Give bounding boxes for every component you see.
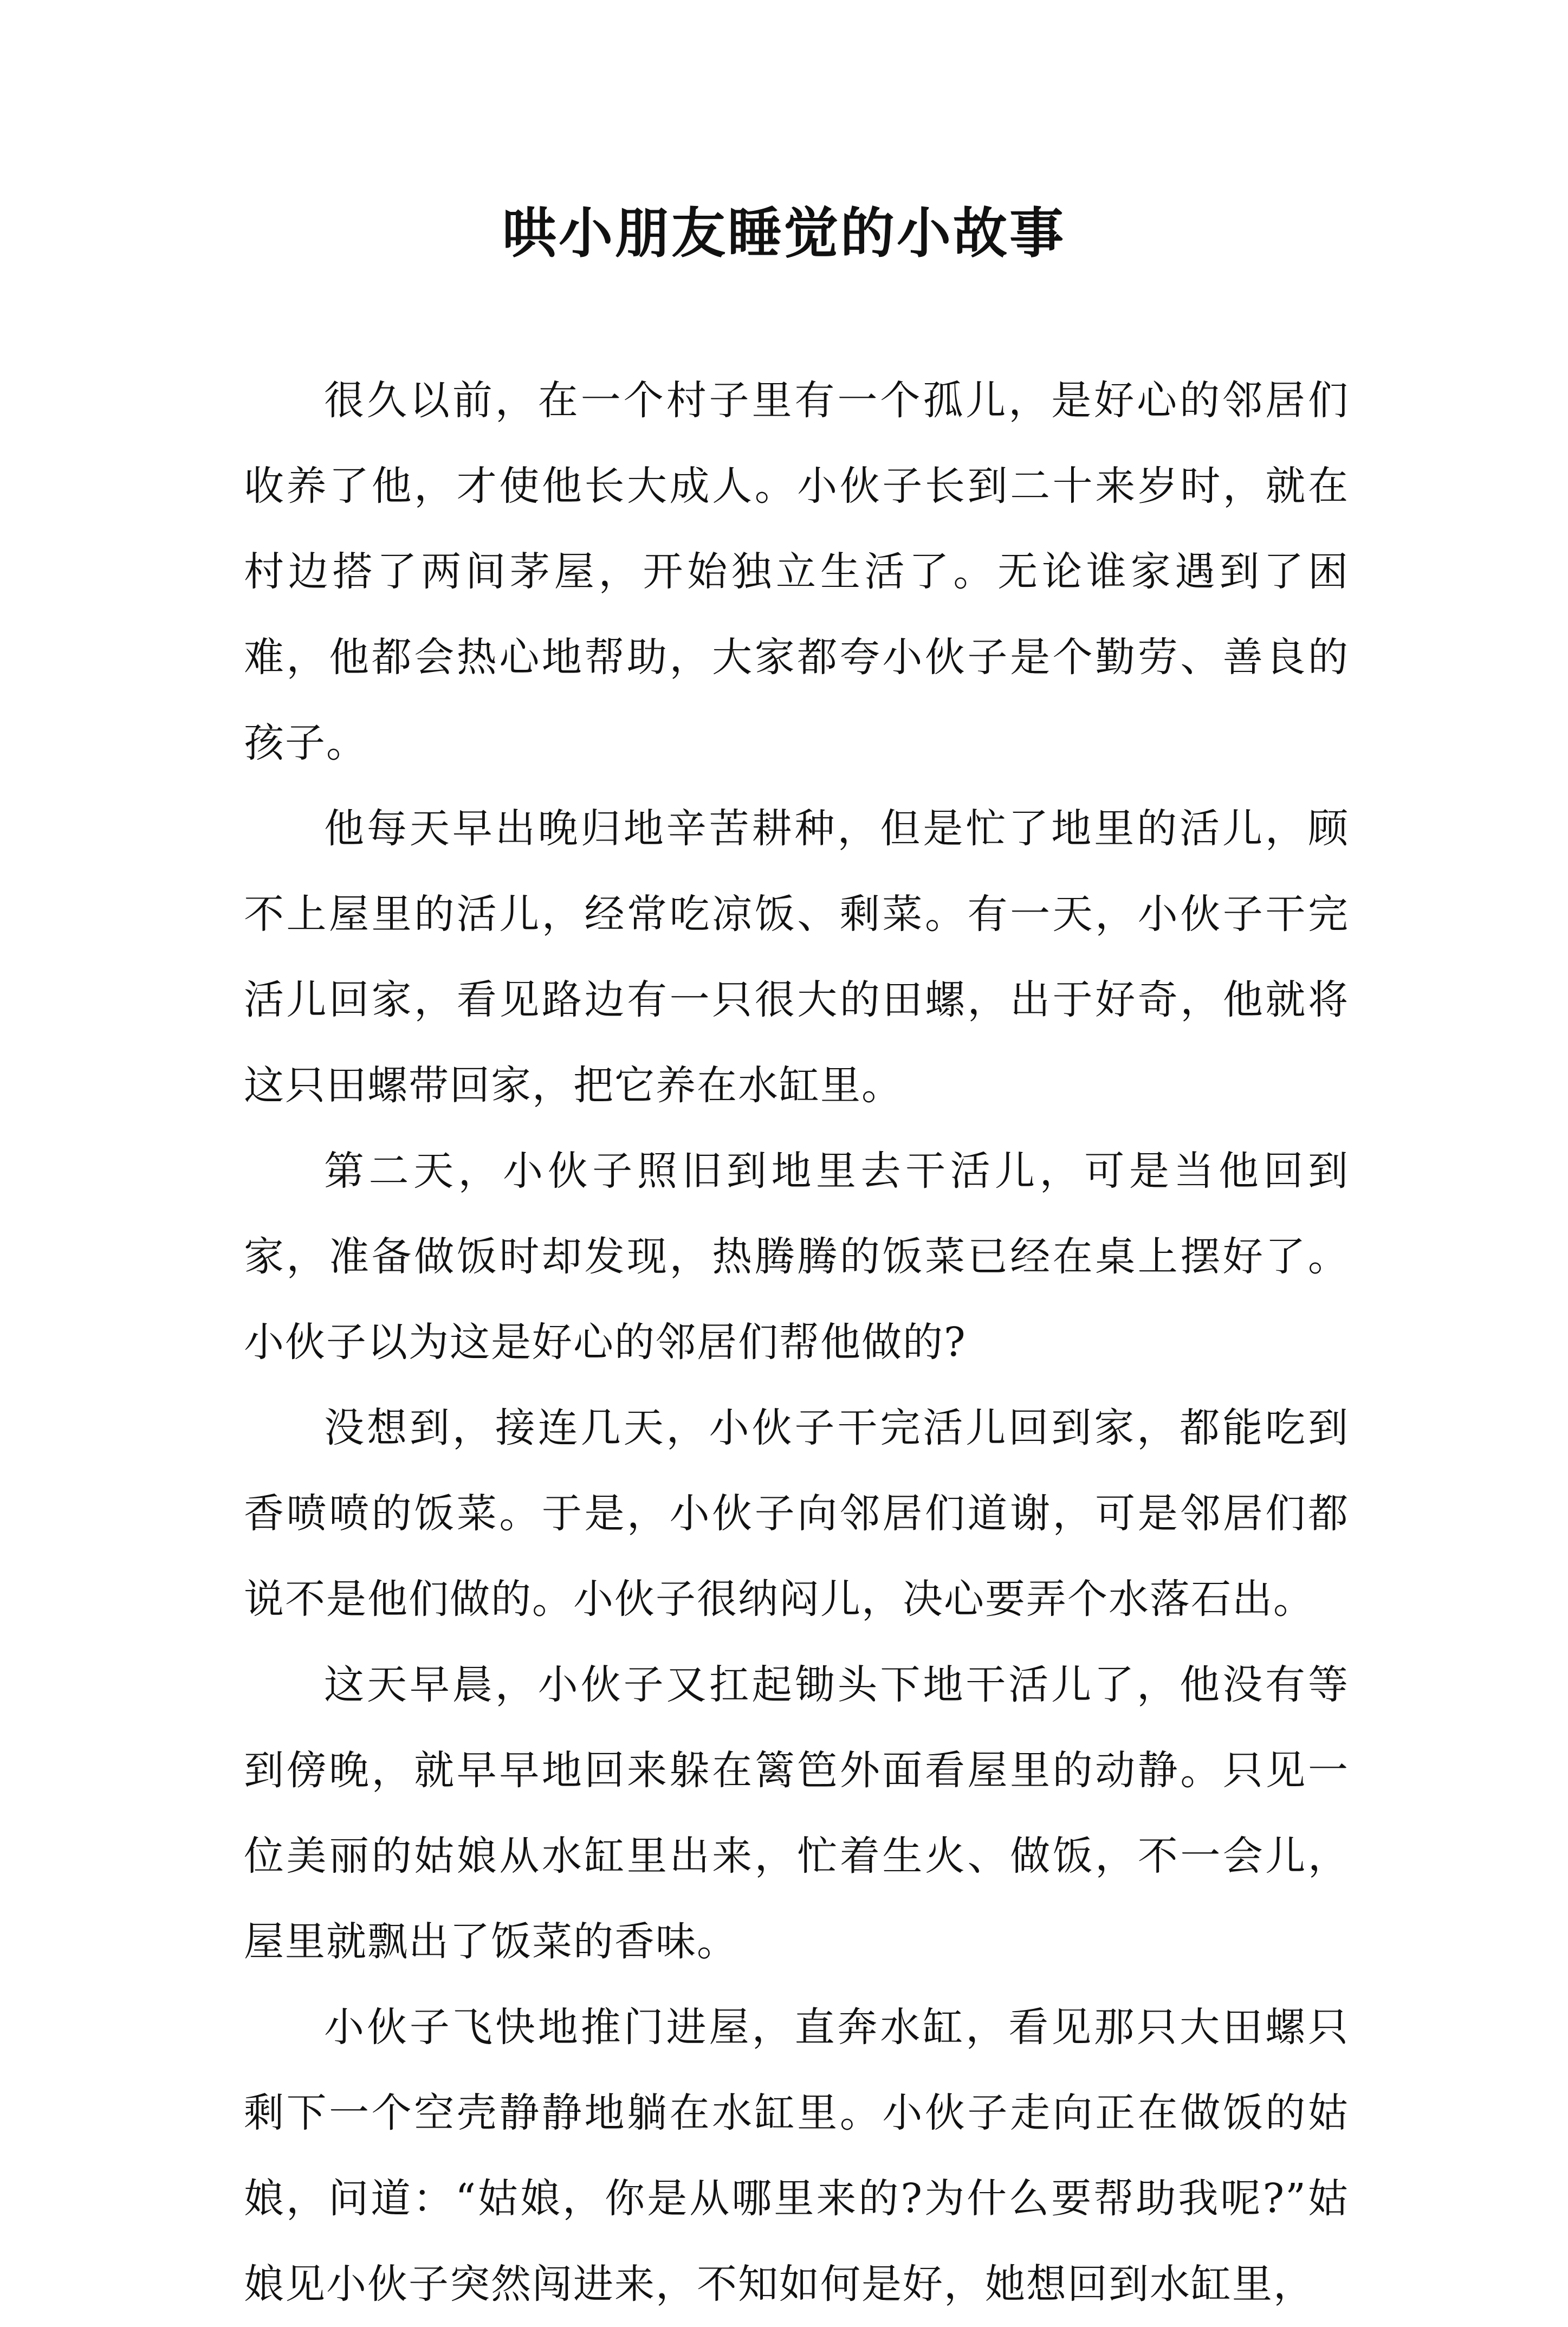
story-body	[244, 358, 1349, 2327]
paragraph: 没想到，接连几天，小伙子干完活儿回到家，都能吃到香喷喷的饭菜。于是，小伙子向邻居们道谢，可是邻居们都说不是他们做的。小伙子很纳闷儿，决心要弄个水落石出。	[244, 1405, 1349, 1623]
paragraph: 小伙子飞快地推门进屋，直奔水缸，看见那只大田螺只剩下一个空壳静静地躺在水缸里。小伙子走向正在做饭的姑娘，问道：“姑娘，你是从哪里来的?为什么要帮助我呢?”姑娘见小伙子突然闯进来，不知如何是好，她想回到水缸里，	[244, 2004, 1349, 2307]
paragraph: 这天早晨，小伙子又扛起锄头下地干活儿了，他没有等到傍晚，就早早地回来躲在篱笆外面看屋里的动静。只见一位美丽的姑娘从水缸里出来，忙着生火、做饭，不一会儿，屋里就飘出了饭菜的香味。	[244, 1662, 1349, 1965]
paragraph: 第二天，小伙子照旧到地里去干活儿，可是当他回到家，准备做饭时却发现，热腾腾的饭菜已经在桌上摆好了。小伙子以为这是好心的邻居们帮他做的?	[244, 1148, 1349, 1366]
paragraph: 他每天早出晚归地辛苦耕种，但是忙了地里的活儿，顾不上屋里的活儿，经常吃凉饭、剩菜。有一天，小伙子干完活儿回家，看见路边有一只很大的田螺，出于好奇，他就将这只田螺带回家，把它养在水缸里。	[244, 805, 1349, 1109]
paragraph: 很久以前，在一个村子里有一个孤儿，是好心的邻居们收养了他，才使他长大成人。小伙子长到二十来岁时，就在村边搭了两间茅屋，开始独立生活了。无论谁家遇到了困难，他都会热心地帮助，大家都夸小伙子是个勤劳、善良的孩子。	[244, 377, 1349, 766]
document-title: 哄小朋友睡觉的小故事	[502, 201, 1066, 265]
